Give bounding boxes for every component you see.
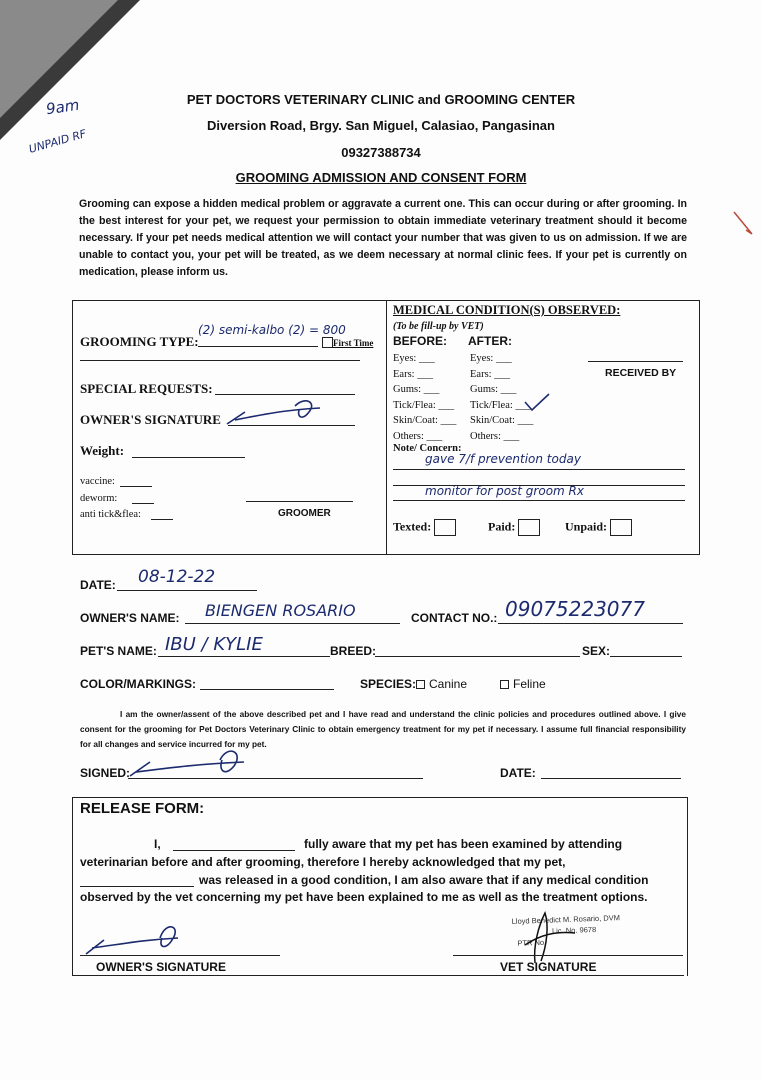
weight-line[interactable] bbox=[132, 457, 245, 458]
pet-name-line[interactable] bbox=[158, 656, 330, 657]
release-line4: observed by the vet concerning my pet have been explained to me as well as the treatment options. bbox=[80, 890, 648, 904]
consent-date-label: DATE: bbox=[500, 766, 536, 780]
breed-label: BREED: bbox=[330, 644, 377, 658]
texted-field bbox=[393, 519, 456, 536]
note-label: Note/ Concern: bbox=[393, 443, 462, 454]
owner-signature-label: OWNER'S SIGNATURE bbox=[80, 412, 221, 427]
release-line3-suffix: was released in a good condition, I am also aware that if any medical condition bbox=[199, 873, 649, 887]
first-time-label: First Time bbox=[333, 338, 374, 348]
unpaid-label: Unpaid: bbox=[565, 519, 608, 534]
signed-label: SIGNED: bbox=[80, 766, 131, 780]
vaccine-label: vaccine: bbox=[80, 476, 115, 487]
received-by-label: RECEIVED BY bbox=[605, 367, 677, 379]
canine-checkbox[interactable] bbox=[416, 680, 425, 689]
before-label: BEFORE: bbox=[393, 334, 447, 348]
color-label: COLOR/MARKINGS: bbox=[80, 677, 196, 691]
pet-name-value: IBU / KYLIE bbox=[165, 634, 263, 655]
after-others: Others: ___ bbox=[470, 430, 520, 442]
texted-box[interactable] bbox=[434, 519, 456, 536]
before-list bbox=[393, 351, 456, 444]
release-title: RELEASE FORM: bbox=[80, 800, 205, 817]
signed-signature-scribble bbox=[128, 746, 248, 782]
date-value: 08-12-22 bbox=[138, 567, 216, 587]
paid-box[interactable] bbox=[518, 519, 540, 536]
unpaid-annotation: UNPAID RF bbox=[27, 127, 88, 156]
note-line1: gave 7/f prevention today bbox=[425, 452, 581, 466]
groomer-label: GROOMER bbox=[278, 508, 331, 519]
breed-line[interactable] bbox=[375, 656, 580, 657]
vaccine-line[interactable] bbox=[120, 486, 152, 487]
release-pet-line[interactable] bbox=[80, 886, 194, 887]
special-requests-label: SPECIAL REQUESTS: bbox=[80, 381, 213, 396]
first-time-checkbox[interactable] bbox=[322, 337, 333, 348]
note-line2: monitor for post groom Rx bbox=[425, 484, 584, 498]
vet-signature-scribble bbox=[505, 905, 585, 965]
canine-label: Canine bbox=[429, 677, 468, 691]
contact-value: 09075223077 bbox=[505, 597, 645, 621]
paid-field bbox=[488, 519, 540, 536]
contact-line[interactable] bbox=[498, 623, 683, 624]
before-ears: Ears: ___ bbox=[393, 368, 433, 380]
sex-label: SEX: bbox=[582, 644, 611, 658]
grooming-type-label: GROOMING TYPE: bbox=[80, 334, 199, 349]
note-rule-2 bbox=[393, 485, 685, 486]
release-line2: veterinarian before and after grooming, therefore I hereby acknowledged that my pet, bbox=[80, 855, 566, 869]
box-divider bbox=[386, 300, 387, 554]
owner-name-value: BIENGEN ROSARIO bbox=[205, 601, 356, 620]
owner-name-line[interactable] bbox=[185, 623, 400, 624]
vet-signature-label: VET SIGNATURE bbox=[500, 960, 597, 974]
before-gums: Gums: ___ bbox=[393, 384, 440, 395]
before-skin-coat: Skin/Coat: ___ bbox=[393, 415, 457, 426]
date-label: DATE: bbox=[80, 578, 116, 592]
unpaid-field bbox=[565, 519, 632, 536]
clinic-phone: 09327388734 bbox=[341, 145, 421, 160]
groomer-line[interactable] bbox=[246, 501, 353, 502]
pet-name-label: PET'S NAME: bbox=[80, 644, 157, 658]
grooming-extra-line bbox=[80, 360, 360, 361]
before-tick-flea: Tick/Flea: ___ bbox=[393, 399, 455, 411]
deworm-line[interactable] bbox=[132, 503, 154, 504]
consent-text: I am the owner/assent of the above described pet and I have read and understand the clinic policies and procedures outlined above. I give consent for the grooming for Pet Doctors Veterinary Clinic to obtain emergency treatment for my pet if necessary. I assume full financial responsibility for all changes and service incurred for my pet. bbox=[80, 709, 686, 749]
contact-label: CONTACT NO.: bbox=[411, 611, 498, 625]
stray-red-mark bbox=[732, 210, 757, 238]
release-owner-signature-label: OWNER'S SIGNATURE bbox=[96, 960, 226, 974]
consent-date-line[interactable] bbox=[541, 778, 681, 779]
after-eyes: Eyes: ___ bbox=[470, 353, 512, 364]
anti-tick-label: anti tick&flea: bbox=[80, 509, 141, 520]
release-owner-signature-line[interactable] bbox=[80, 955, 280, 956]
species-label: SPECIES: bbox=[360, 677, 417, 691]
grooming-type-line bbox=[198, 346, 318, 347]
medical-subtitle: (To be fill-up by VET) bbox=[393, 321, 484, 332]
tick-flea-checkmark bbox=[522, 392, 552, 414]
deworm-label: deworm: bbox=[80, 493, 118, 504]
grooming-type-value: (2) semi-kalbo (2) = 800 bbox=[198, 323, 346, 337]
note-rule-1 bbox=[393, 469, 685, 470]
vet-signature-line[interactable] bbox=[453, 955, 683, 956]
species-feline[interactable] bbox=[500, 677, 546, 691]
release-owner-signature-scribble bbox=[82, 918, 182, 960]
weight-label: Weight: bbox=[80, 443, 125, 458]
anti-tick-line[interactable] bbox=[151, 519, 173, 520]
before-eyes: Eyes: ___ bbox=[393, 353, 435, 364]
medical-title: MEDICAL CONDITION(S) OBSERVED: bbox=[393, 303, 621, 317]
owner-name-label: OWNER'S NAME: bbox=[80, 611, 180, 625]
intro-paragraph: Grooming can expose a hidden medical problem or aggravate a current one. This can occur during or after grooming. In the best interest for your pet, we request your permission to obtain immediate veterinary treatment should it become necessary. If your pet needs medical attention we will contact your number that was given to us on admission. If we are unable to contact you, your pet will be treated, as we deem necessary at normal clinic fees. If your pet is currently on medication, please inform us. bbox=[79, 198, 687, 278]
date-line[interactable] bbox=[117, 590, 257, 591]
received-by-line[interactable] bbox=[588, 361, 683, 362]
release-line1-suffix: fully aware that my pet has been examined by attending bbox=[304, 837, 623, 851]
owner-signature-scribble bbox=[225, 398, 325, 428]
release-line1-prefix: I, bbox=[154, 837, 161, 851]
vet-stamp-name: Lloyd Benedict M. Rosario, DVM bbox=[511, 913, 621, 926]
feline-checkbox[interactable] bbox=[500, 680, 509, 689]
feline-label: Feline bbox=[513, 677, 546, 691]
after-gums: Gums: ___ bbox=[470, 384, 517, 395]
after-skin-coat: Skin/Coat: ___ bbox=[470, 415, 534, 426]
clinic-name: PET DOCTORS VETERINARY CLINIC and GROOMING CENTER bbox=[186, 92, 576, 107]
before-others: Others: ___ bbox=[393, 430, 443, 442]
vet-stamp-license: Lic. No. 9678 bbox=[551, 924, 597, 936]
form-title: GROOMING ADMISSION AND CONSENT FORM bbox=[235, 170, 527, 185]
after-tick-flea: Tick/Flea: ___ bbox=[470, 399, 532, 411]
time-annotation: 9am bbox=[44, 95, 81, 119]
unpaid-box[interactable] bbox=[610, 519, 632, 536]
release-bottom-rule bbox=[72, 975, 684, 976]
release-name-line[interactable] bbox=[173, 850, 295, 851]
vet-stamp-ptr: PTR No. bbox=[517, 937, 547, 948]
sex-line[interactable] bbox=[610, 656, 682, 657]
note-rule-3 bbox=[393, 500, 685, 501]
paid-label: Paid: bbox=[488, 519, 516, 534]
texted-label: Texted: bbox=[393, 519, 432, 534]
after-ears: Ears: ___ bbox=[470, 368, 510, 380]
after-label: AFTER: bbox=[468, 334, 512, 348]
special-requests-line[interactable] bbox=[215, 394, 355, 395]
clinic-address: Diversion Road, Brgy. San Miguel, Calasiao, Pangasinan bbox=[207, 118, 555, 133]
species-canine[interactable] bbox=[416, 677, 467, 691]
color-line[interactable] bbox=[200, 689, 334, 690]
